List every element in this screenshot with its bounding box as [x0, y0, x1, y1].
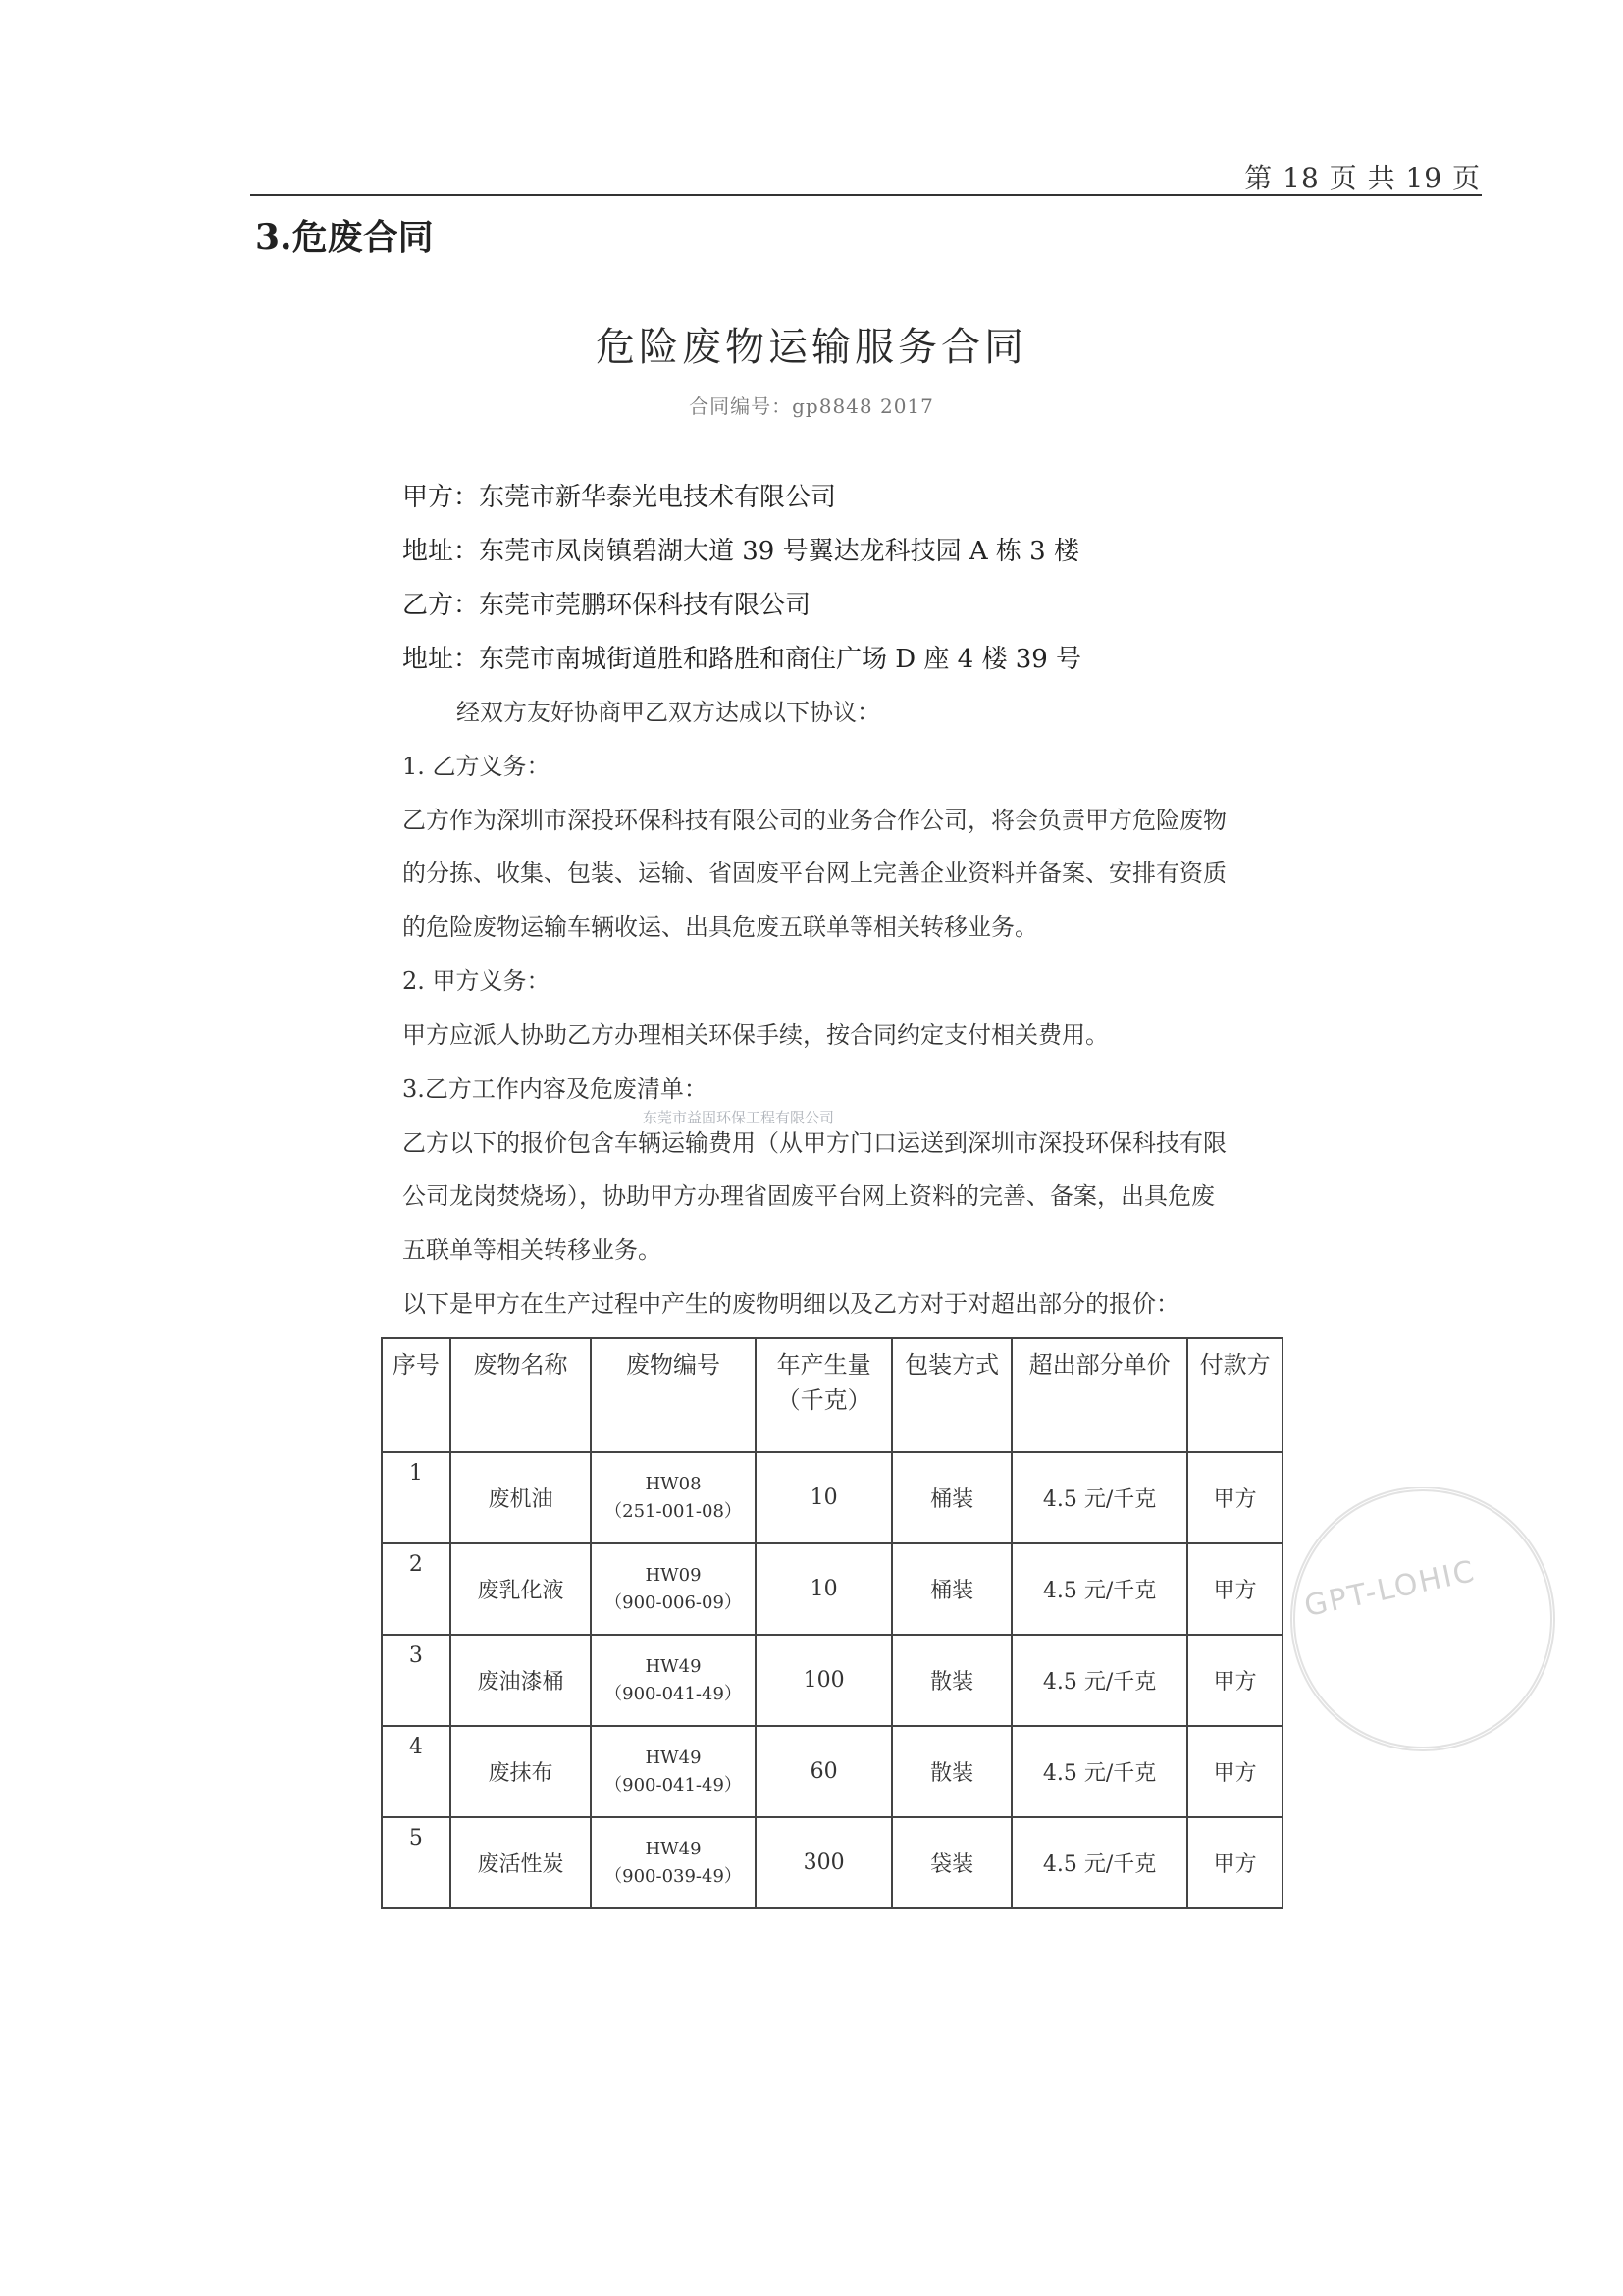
row-payer: 甲方 — [1187, 1817, 1283, 1908]
row-qty: 10 — [756, 1452, 893, 1543]
row-qty: 10 — [756, 1543, 893, 1635]
agreement-intro: 经双方友好协商甲乙双方达成以下协议： — [456, 699, 880, 726]
row-qty: 100 — [756, 1635, 893, 1726]
row-price: 4.5 元/千克 — [1012, 1452, 1187, 1543]
company-stamp — [1290, 1487, 1555, 1751]
row-seq: 4 — [382, 1726, 450, 1817]
party-a: 甲方：东莞市新华泰光电技术有限公司 — [402, 483, 837, 512]
row-pack: 桶装 — [892, 1543, 1012, 1635]
party-b: 乙方：东莞市莞鹏环保科技有限公司 — [402, 591, 812, 620]
row-payer: 甲方 — [1187, 1452, 1283, 1543]
clause3-line: 乙方以下的报价包含车辆运输费用（从甲方门口运送到深圳市深投环保科技有限 — [402, 1129, 1227, 1157]
table-row — [382, 1452, 1283, 1543]
row-code-main: HW49 — [645, 1747, 702, 1768]
row-seq: 1 — [382, 1452, 450, 1543]
header-name: 废物名称 — [450, 1338, 591, 1452]
row-code-sub: （900-041-49） — [604, 1774, 742, 1796]
row-payer: 甲方 — [1187, 1543, 1283, 1635]
row-code-main: HW08 — [645, 1473, 702, 1494]
row-code-sub: （900-039-49） — [604, 1865, 742, 1887]
header-rule — [250, 194, 1482, 196]
row-seq: 5 — [382, 1817, 450, 1908]
row-code — [591, 1726, 756, 1817]
header-payer: 付款方 — [1187, 1338, 1283, 1452]
header-price: 超出部分单价 — [1012, 1338, 1187, 1452]
row-payer: 甲方 — [1187, 1635, 1283, 1726]
table-row — [382, 1726, 1283, 1817]
row-pack: 散装 — [892, 1635, 1012, 1726]
table-row — [382, 1817, 1283, 1908]
row-pack: 散装 — [892, 1726, 1012, 1817]
row-name: 废活性炭 — [450, 1817, 591, 1908]
row-code-main: HW09 — [645, 1564, 702, 1586]
party-a-address: 地址：东莞市凤岗镇碧湖大道 39 号翼达龙科技园 A 栋 3 楼 — [402, 537, 1079, 566]
watermark-text: 东莞市益固环保工程有限公司 — [643, 1109, 835, 1126]
row-name: 废机油 — [450, 1452, 591, 1543]
table-row — [382, 1543, 1283, 1635]
row-code — [591, 1543, 756, 1635]
clause1-line: 的分拣、收集、包装、运输、省固废平台网上完善企业资料并备案、安排有资质 — [402, 860, 1227, 887]
row-price: 4.5 元/千克 — [1012, 1543, 1187, 1635]
row-name: 废油漆桶 — [450, 1635, 591, 1726]
row-price: 4.5 元/千克 — [1012, 1726, 1187, 1817]
clause2-line: 甲方应派人协助乙方办理相关环保手续，按合同约定支付相关费用。 — [402, 1021, 1109, 1049]
stamp-text: GPT-LOHIC — [1301, 1553, 1480, 1625]
header-pack: 包装方式 — [892, 1338, 1012, 1452]
row-price: 4.5 元/千克 — [1012, 1635, 1187, 1726]
section-title: 3.危废合同 — [255, 217, 434, 258]
clause1-line: 的危险废物运输车辆收运、出具危废五联单等相关转移业务。 — [402, 913, 1038, 941]
row-code-sub: （900-006-09） — [604, 1592, 742, 1613]
waste-table — [381, 1337, 1283, 1909]
row-code-main: HW49 — [645, 1655, 702, 1677]
contract-title: 危险废物运输服务合同 — [596, 325, 1027, 370]
row-pack: 袋装 — [892, 1817, 1012, 1908]
clause2-title: 2. 甲方义务： — [402, 967, 550, 995]
header-code: 废物编号 — [591, 1338, 756, 1452]
contract-number: 合同编号：gp8848 2017 — [689, 394, 934, 418]
row-seq: 3 — [382, 1635, 450, 1726]
header-seq: 序号 — [382, 1338, 450, 1452]
row-code-main: HW49 — [645, 1838, 702, 1859]
row-code-sub: （251-001-08） — [604, 1500, 742, 1522]
row-price: 4.5 元/千克 — [1012, 1817, 1187, 1908]
row-code — [591, 1452, 756, 1543]
row-pack: 桶装 — [892, 1452, 1012, 1543]
row-code-sub: （900-041-49） — [604, 1683, 742, 1704]
clause3-line: 公司龙岗焚烧场），协助甲方办理省固废平台网上资料的完善、备案，出具危废 — [402, 1182, 1215, 1210]
row-qty: 300 — [756, 1817, 893, 1908]
clause3-title: 3.乙方工作内容及危废清单： — [402, 1075, 707, 1103]
page-number: 第 18 页 共 19 页 — [1244, 162, 1481, 194]
table-header-row — [382, 1338, 1283, 1452]
clause3-line: 五联单等相关转移业务。 — [402, 1236, 661, 1264]
table-intro: 以下是甲方在生产过程中产生的废物明细以及乙方对于对超出部分的报价： — [402, 1290, 1179, 1318]
party-b-address: 地址：东莞市南城街道胜和路胜和商住广场 D 座 4 楼 39 号 — [402, 645, 1082, 674]
row-seq: 2 — [382, 1543, 450, 1635]
row-qty: 60 — [756, 1726, 893, 1817]
row-code — [591, 1817, 756, 1908]
row-payer: 甲方 — [1187, 1726, 1283, 1817]
clause1-line: 乙方作为深圳市深投环保科技有限公司的业务合作公司，将会负责甲方危险废物 — [402, 807, 1227, 834]
header-qty: 年产生量（千克） — [756, 1338, 893, 1452]
table-row — [382, 1635, 1283, 1726]
row-name: 废抹布 — [450, 1726, 591, 1817]
clause1-title: 1. 乙方义务： — [402, 753, 550, 780]
row-name: 废乳化液 — [450, 1543, 591, 1635]
row-code — [591, 1635, 756, 1726]
